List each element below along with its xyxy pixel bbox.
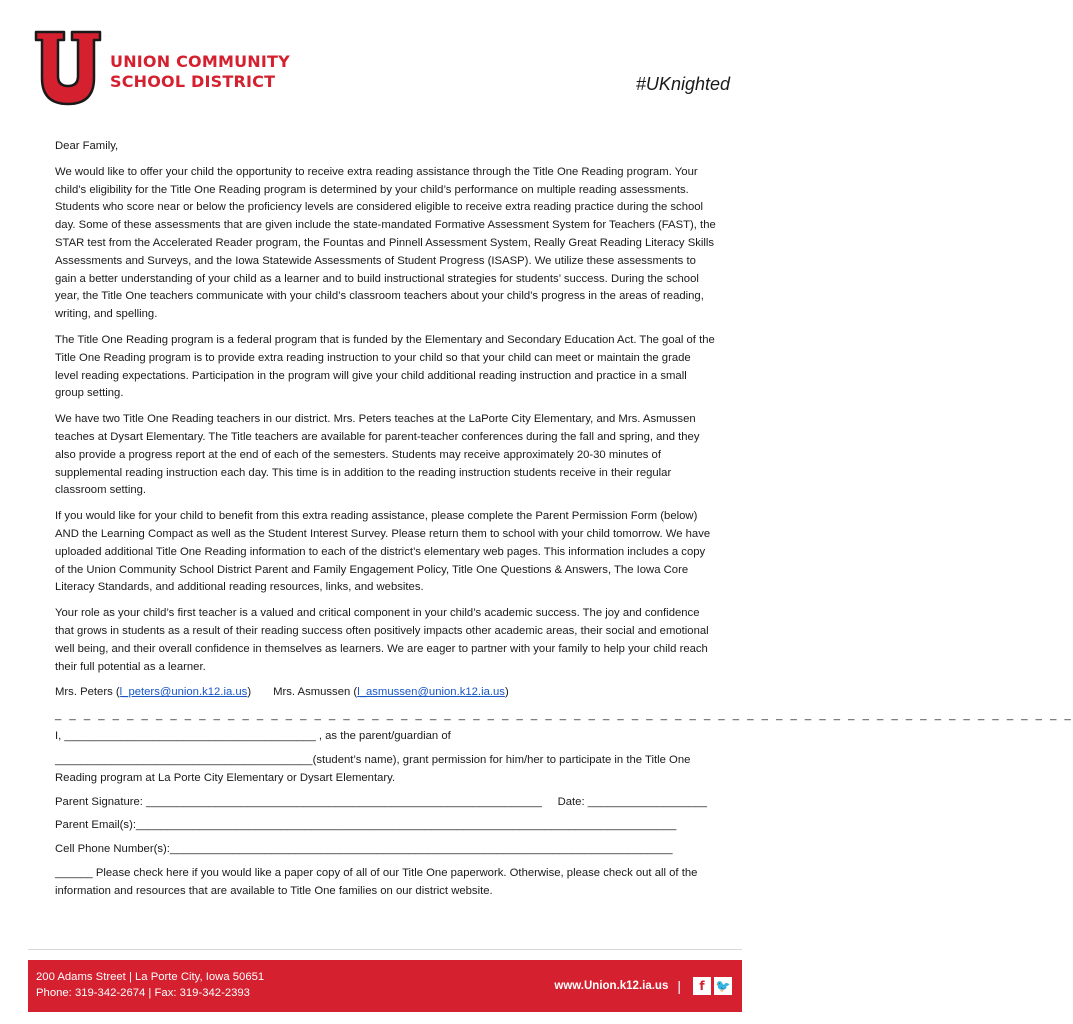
paragraph-permission: If you would like for your child to benefit from this extra reading assistance, please complete the Parent Permission Form (below) AND the Learning Compact as well as the Student Interest Survey. Please return them to school with your child tomorrow. We have uploaded additional Title One Reading information to each of the district’s elementary web pages. This information includes a copy of the Union Community School District Parent and Family Engagement Policy, Title One Questions & Answers, The Iowa Core Literacy Standards, and additional reading resources, links, and websites. <box>55 510 711 594</box>
phone-line: Cell Phone Number(s):________________________________________________________________________________ <box>55 843 673 856</box>
footer-right <box>554 977 732 995</box>
email-line: Parent Email(s):______________________________________________________________________________________ <box>55 819 677 832</box>
asmussen-prefix: Mrs. Asmussen ( <box>273 686 358 699</box>
permission-line: _________________________________________(student’s name), grant permission for him/her to participate in the Title One Reading program at La Porte City Elementary or Dysart Elementary. <box>55 753 691 784</box>
hashtag: #UKnighted <box>635 74 730 94</box>
asmussen-suffix: ) <box>504 686 509 699</box>
teacher-contacts <box>55 684 717 702</box>
asmussen-email-link[interactable]: l_asmussen@union.k12.ia.us <box>357 686 505 699</box>
footer-separator: | <box>677 978 681 994</box>
twitter-icon[interactable]: 🐦 <box>715 979 731 993</box>
greeting: Dear Family, <box>55 140 119 152</box>
footer-address <box>36 969 264 1001</box>
footer-bar <box>28 960 742 1012</box>
date-line: Date: ___________________ <box>557 795 708 808</box>
footer-address-line: 200 Adams Street | La Porte City, Iowa 50651 <box>36 971 265 983</box>
paragraph-program: The Title One Reading program is a federal program that is funded by the Elementary and Secondary Education Act. The goal of the Title One Reading program is to provide extra reading instruction to your child so that your child can meet or maintain the grade level reading expectations. Participation in the program will give your child additional reading instruction and practice in a small group setting. <box>55 333 715 400</box>
district-name <box>110 52 290 92</box>
signature-row <box>55 794 717 812</box>
peters-email-link[interactable]: l_peters@union.k12.ia.us <box>119 686 248 699</box>
district-name-line2: SCHOOL DISTRICT <box>110 72 276 91</box>
paper-copy-line: ______ Please check here if you would like a paper copy of all of our Title One paperwork. Otherwise, please check out all of the information and resources that are available to Title One families on our district website. <box>55 866 698 897</box>
letter-body <box>55 138 1073 906</box>
website-link[interactable]: www.Union.k12.ia.us <box>554 980 669 992</box>
cut-line: _ _ _ _ _ _ _ _ _ _ _ _ _ _ _ _ _ _ _ _ _ _ _ _ _ _ _ _ _ _ _ _ _ _ _ _ _ _ _ _ _ _ _ _ _ _ _ _ _ _ _ _ _ _ _ _ _ _ _ _ _ _ _ _ _ _ _ _ _ _ _ <box>55 709 1073 722</box>
paragraph-role: Your role as your child’s first teacher is a valued and critical component in your child’s academic success. The joy and confidence that grows in students as a result of their reading success often positively impacts other academic areas, their social and emotional well being, and their overall confidence in themselves as learners. We are eager to partner with your family to help your child reach their full potential as a learner. <box>55 607 709 673</box>
facebook-icon[interactable]: f <box>693 977 711 995</box>
peters-prefix: Mrs. Peters ( <box>55 686 120 699</box>
footer-divider <box>28 949 742 950</box>
district-name-line1: UNION COMMUNITY <box>110 52 290 71</box>
paragraph-teachers: We have two Title One Reading teachers in our district. Mrs. Peters teaches at the LaPorte City Elementary, and Mrs. Asmussen teaches at Dysart Elementary. The Title teachers are available for parent-teacher conferences during the fall and spring, and they also provide a progress report at the end of each of the semesters. Students may receive approximately 20-30 minutes of supplemental reading instruction each day. This time is in addition to the reading instruction students receive in their regular classroom setting. <box>55 413 700 497</box>
peters-suffix: ) <box>247 686 252 699</box>
district-logo <box>34 30 102 106</box>
signature-line: Parent Signature: _______________________________________________________________ <box>55 795 542 808</box>
paragraph-eligibility: We would like to offer your child the opportunity to receive extra reading assistance through the Title One Reading program. Your child’s eligibility for the Title One Reading program is determined by your child’s performance on multiple reading assessments. Students who score near or below the proficiency levels are considered eligible to receive extra reading practice during the school day. Some of these assessments that are given include the state-mandated Formative Assessment System for Teachers (FAST), the STAR test from the Accelerated Reader program, the Fountas and Pinnell Assessment System, Really Great Reading Literacy Skills Assessments and Surveys, and the Iowa Statewide Assessments of Student Progress (ISASP). We utilize these assessments to gain a better understanding of your child as a learner and to build instructional strategies for students’ success. During the school year, the Title One teachers communicate with your child’s classroom teachers about your child’s progress in the areas of reading, writing, and spelling. <box>55 165 716 321</box>
guardian-line: I, ________________________________________ , as the parent/guardian of <box>55 730 451 743</box>
footer-phone-line: Phone: 319-342-2674 | Fax: 319-342-2393 <box>36 987 250 999</box>
